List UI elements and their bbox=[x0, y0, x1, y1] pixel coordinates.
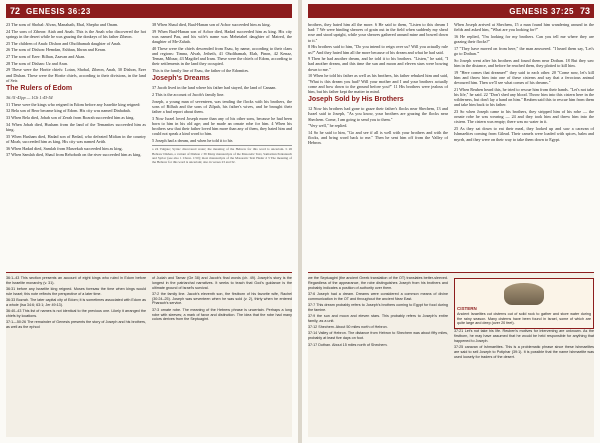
verse-paragraph: 5 Joseph had a dream, and when he told it to his bbox=[152, 138, 233, 144]
text-column-2 bbox=[454, 22, 594, 270]
study-note: 37:25 caravan of Ishmaelites. This is a problematic phrase since these Ishmaelites are said to sell Joseph to Potiphar (39:1). It is possible that the name Ishmaelite was used loosely for traders of the desert. bbox=[454, 345, 594, 359]
verse-paragraph: brothers, they hated him all the more. 6 He said to them, "Listen to this dream I had: 7 We were binding sheaves of grain out in the field when suddenly my sheaf rose and stood upright, while your sheaves gathered around mine and bowed down to it." bbox=[308, 22, 448, 43]
study-note: 37:2 the family line. Jacob's eleventh son, the firstborn of his favorite wife, Rachel (30:24–25). Joseph was seventeen when he was sold (v. 2), thirty when he entered Pharaoh's service. bbox=[152, 291, 292, 306]
verse-paragraph: 23 So when Joseph came to his brothers, they stripped him of his robe — the ornate robe he was wearing — 24 and they took him and threw him into the cistern. The cistern was empty; there was no water in it. bbox=[454, 109, 594, 125]
verse-paragraph: 2 This is the account of Jacob's family line. bbox=[152, 92, 225, 98]
running-head-ref-right: GENESIS 37:25 bbox=[509, 6, 574, 16]
verse-paragraph: 40 These were the chiefs descended from Esau, by name, according to their clans and regions: Timna, Alvah, Jetheth, 41 Oholibamah, Elah, Pinon, 42 Kenaz, Teman, Mibzar, 43 Magdiel and Iram. These were the chiefs of Edom, according to their settlements in the land they occupied. bbox=[152, 45, 292, 67]
study-note: 36:1–43 This section presents an account of eight kings who ruled in Edom before the Israelite monarchy (v. 31). bbox=[6, 276, 146, 285]
verse-paragraph: 28 The sons of Dishan: Uz and Aran. bbox=[6, 60, 69, 66]
verse-paragraph: 34 When Jobab died, Husham from the land of the Temanites succeeded him as king. bbox=[6, 121, 146, 133]
study-note: 37:7 This dream probably refers to Joseph's brothers coming to Egypt for food during the famine. bbox=[308, 302, 448, 312]
bible-text-right bbox=[308, 22, 594, 270]
verse-paragraph: 25 The children of Anah: Dishon and Oholibamah daughter of Anah. bbox=[6, 40, 122, 46]
study-note: 37:21 Let's not take his life. Reuben's motives for intervening are unknown. As the firstborn, he may have assumed that he would be held responsible for anything that happened to Joseph. bbox=[454, 329, 594, 343]
verse-paragraph: 31 These were the kings who reigned in Edom before any Israelite king reigned: bbox=[6, 101, 141, 107]
verse-paragraph: When Joseph arrived at Shechem, 15 a man found him wandering around in the fields and asked him, "What are you looking for?" bbox=[454, 22, 594, 33]
study-note: 36:40–43 This list of names is not identical to the previous one. Likely it arranged the chiefs by locations. bbox=[6, 309, 146, 319]
right-page bbox=[302, 0, 600, 443]
sidebar-text: Ancient Israelites cut cisterns out of solid rock to gather and store water during the rainy season. Many cisterns have been found in Israel, some of which are quite large and deep (over 20 feet). bbox=[457, 311, 591, 326]
text-column-1 bbox=[308, 22, 448, 270]
study-note: 36:33 Bozrah. The later capital city of Edom; it is sometimes associated with Edom as a whole (Isa 34:6; 63:1; Jer 49:13). bbox=[6, 298, 146, 307]
cistern-sidebar bbox=[454, 278, 594, 329]
study-column-2 bbox=[152, 276, 292, 437]
verse-paragraph: 10 When he told his father as well as his brothers, his father rebuked him and said, "What is this dream you had? Will your mother and I and your brothers actually come and bow down to the ground before you?" 11 His brothers were jealous of him, but his father kept the matter in mind. bbox=[308, 73, 448, 94]
verse-paragraph: 36 When Hadad died, Samlah from Masrekah succeeded him as king. bbox=[6, 145, 123, 151]
study-column-1 bbox=[308, 276, 448, 437]
verse-paragraph: 38 When Shaul died, Baal-Hanan son of Acbor succeeded him as king. bbox=[152, 22, 271, 27]
verse-paragraph: 32 Bela son of Beor became king of Edom. His city was named Dinhabah. bbox=[6, 108, 131, 114]
study-note: 37:17 Dothan. About 15 miles north of Shechem. bbox=[308, 342, 388, 347]
study-notes-right bbox=[308, 272, 594, 437]
running-head-right bbox=[308, 4, 594, 18]
page-number-right: 73 bbox=[579, 6, 590, 16]
study-note: 37:3 ornate robe. The meaning of the Hebrew phrase is uncertain. Perhaps a long robe with sleeves; a mark of favor and distinction. The idea that the robe had many colors derives from the Septuagint. bbox=[152, 307, 292, 322]
verse-paragraph: 8 His brothers said to him, "Do you intend to reign over us? Will you actually rule us?" And they hated him all the more because of his dream and what he had said. bbox=[308, 44, 448, 55]
verse-paragraph: 24 The sons of Zibeon: Aiah and Anah. This is the Anah who discovered the hot springs in the desert while he was grazing the donkeys of his father Zibeon. bbox=[6, 28, 146, 39]
page-number-left: 72 bbox=[10, 6, 21, 16]
study-note: of Judah and Tamar (Ge 38) and Jacob's final words (ch. 49). Joseph's story is the longest in the patriarchal narratives. It seeks to teach that God's guidance is the ultimate ground of Israel's survival. bbox=[152, 276, 292, 290]
study-note: 36:31 before any Israelite king reigned. Moses foresaw the time when kings would rule Israel; this note reflects the perspective of a later time. bbox=[6, 287, 146, 296]
verse-paragraph: 17 "They have moved on from here," the man answered. "I heard them say, 'Let's go to Dothan.'" bbox=[454, 45, 594, 57]
verse-paragraph: 37 Jacob lived in the land where his father had stayed, the land of Canaan. bbox=[152, 85, 277, 91]
study-note: 37:12 Shechem. About 50 miles north of Hebron. bbox=[308, 325, 388, 330]
verse-paragraph: 14 So he said to him, "Go and see if all is well with your brothers and with the flocks, and bring word back to me." Then he sent him off from the Valley of Hebron. bbox=[308, 129, 448, 146]
study-note: 37:1—50:26 The remainder of Genesis presents the story of Joseph and his brothers, as well as the ephod bbox=[6, 320, 146, 330]
verse-paragraph: 23 The sons of Shobal: Alvan, Manahath, Ebal, Shepho and Onam. bbox=[6, 22, 119, 27]
study-note: 37:14 Valley of Hebron. The distance from Hebron to Shechem was about fifty miles, probably at least five days on foot. bbox=[308, 331, 448, 341]
section-heading: The Rulers of Edom bbox=[6, 85, 73, 93]
text-column-1 bbox=[6, 22, 146, 270]
study-column-1 bbox=[6, 276, 146, 437]
verse-paragraph: "Very well," he replied. bbox=[308, 123, 348, 129]
sidebar-title: CISTERN bbox=[457, 306, 477, 311]
section-heading: Joseph's Dreams bbox=[152, 75, 210, 83]
verse-paragraph: This is the family line of Esau, the father of the Edomites. bbox=[152, 68, 250, 74]
verse-paragraph: 33 When Bela died, Jobab son of Zerah from Bozrah succeeded him as king. bbox=[6, 115, 135, 121]
verse-paragraph: Joseph, a young man of seventeen, was tending the flocks with his brothers, the sons of Bilhah and the sons of Zilpah, his father's wives, and he brought their father a bad report about them. bbox=[152, 98, 292, 115]
footnotes: a 24 Vulgate; Syriac discovered water; the meaning of the Hebrew for this word is uncertain. b 26 Hebrew Dishan, a variant of Dishon c 39 Many manuscripts of the Masoretic Text, Samaritan Pentateuch and Syriac (see also 1 Chron. 1:50); most manuscripts of the Masoretic Text Hadar d 3 The meaning of the Hebrew for this word is uncertain; also in verses 23 and 32. bbox=[152, 147, 292, 164]
cistern-image bbox=[504, 283, 544, 305]
study-note: 37:9 the sun and moon and eleven stars. This probably refers to Joseph's entire family, as a unit. bbox=[308, 314, 448, 323]
verse-paragraph: 29 These were the Horite chiefs: Lotan, Shobal, Zibeon, Anah, 30 Dishon, Ezer and Dishan. These were the Horite chiefs, according to their divisions, in the land of Seir. bbox=[6, 67, 146, 83]
section-cross-ref: 36:31-43pp — 1Ch 1:43-54 bbox=[6, 95, 53, 101]
verse-paragraph: 12 Now his brothers had gone to graze their father's flocks near Shechem, 13 and Israel said to Joseph, "As you know, your brothers are grazing the flocks near Shechem. Come, I am going to send you to them." bbox=[308, 106, 448, 122]
verse-paragraph: So Joseph went after his brothers and found them near Dothan. 18 But they saw him in the distance, and before he reached them, they plotted to kill him. bbox=[454, 57, 594, 68]
verse-paragraph: 37 When Samlah died, Shaul from Rehoboth on the river succeeded him as king. bbox=[6, 152, 142, 158]
section-heading: Joseph Sold by His Brothers bbox=[308, 96, 404, 104]
verse-paragraph: 27 The sons of Ezer: Bilhan, Zaavan and Akan. bbox=[6, 54, 86, 60]
verse-paragraph: 39 When Baal-Hanan son of Acbor died, Hadad succeeded him as king. His city was named Pau, and his wife's name was Mehetabel daughter of Matred, the daughter of Me-Zahab. bbox=[152, 28, 292, 45]
verse-paragraph: 26 The sons of Dishon: Hemdan, Eshban, Ithran and Keran. bbox=[6, 47, 107, 53]
study-notes-left bbox=[6, 272, 292, 437]
study-note: 37:6 Joseph had a dream. Dreams were considered a common means of divine communication in the OT and throughout the ancient Near East. bbox=[308, 291, 448, 301]
verse-paragraph: 19 "Here comes that dreamer!" they said to each other. 20 "Come now, let's kill him and throw him into one of these cisterns and say that a ferocious animal devoured him. Then we'll see what comes of his dreams." bbox=[454, 69, 594, 86]
text-column-2 bbox=[152, 22, 292, 270]
study-column-2 bbox=[454, 276, 594, 437]
verse-paragraph: 21 When Reuben heard this, he tried to rescue him from their hands. "Let's not take his life," he said. 22 "Don't shed any blood. Throw him into this cistern here in the wilderness, but don't lay a hand on him." Reuben said this to rescue him from them and take him back to his father. bbox=[454, 86, 594, 108]
verse-paragraph: 25 As they sat down to eat their meal, they looked up and saw a caravan of Ishmaelites coming from Gilead. Their camels were loaded with spices, balm and myrrh, and they were on their way to take them down to Egypt. bbox=[454, 126, 594, 142]
verse-paragraph: 35 When Husham died, Hadad son of Bedad, who defeated Midian in the country of Moab, succeeded him as king. His city was named Avith. bbox=[6, 133, 146, 144]
running-head-ref-left: GENESIS 36:23 bbox=[26, 6, 91, 16]
bible-text-left bbox=[6, 22, 292, 270]
verse-paragraph: 16 He replied, "I'm looking for my brothers. Can you tell me where they are grazing their flocks?" bbox=[454, 33, 594, 45]
verse-paragraph: 3 Now Israel loved Joseph more than any of his other sons, because he had been born to him in his old age; and he made an ornate robe for him. 4 When his brothers saw that their father loved him more than any of them, they hated him and could not speak a kind word to him. bbox=[152, 115, 292, 137]
study-note: we the Septuagint (the ancient Greek translation of the OT) translates better-sleeved. Regardless of the appearance, the robe distinguishes Joseph from his brothers and probably indicates a position of authority over them. bbox=[308, 276, 448, 290]
running-head-left bbox=[6, 4, 292, 18]
left-page bbox=[0, 0, 298, 443]
verse-paragraph: 9 Then he had another dream, and he told it to his brothers. "Listen," he said, "I had another dream, and this time the sun and moon and eleven stars were bowing down to me." bbox=[308, 56, 448, 72]
